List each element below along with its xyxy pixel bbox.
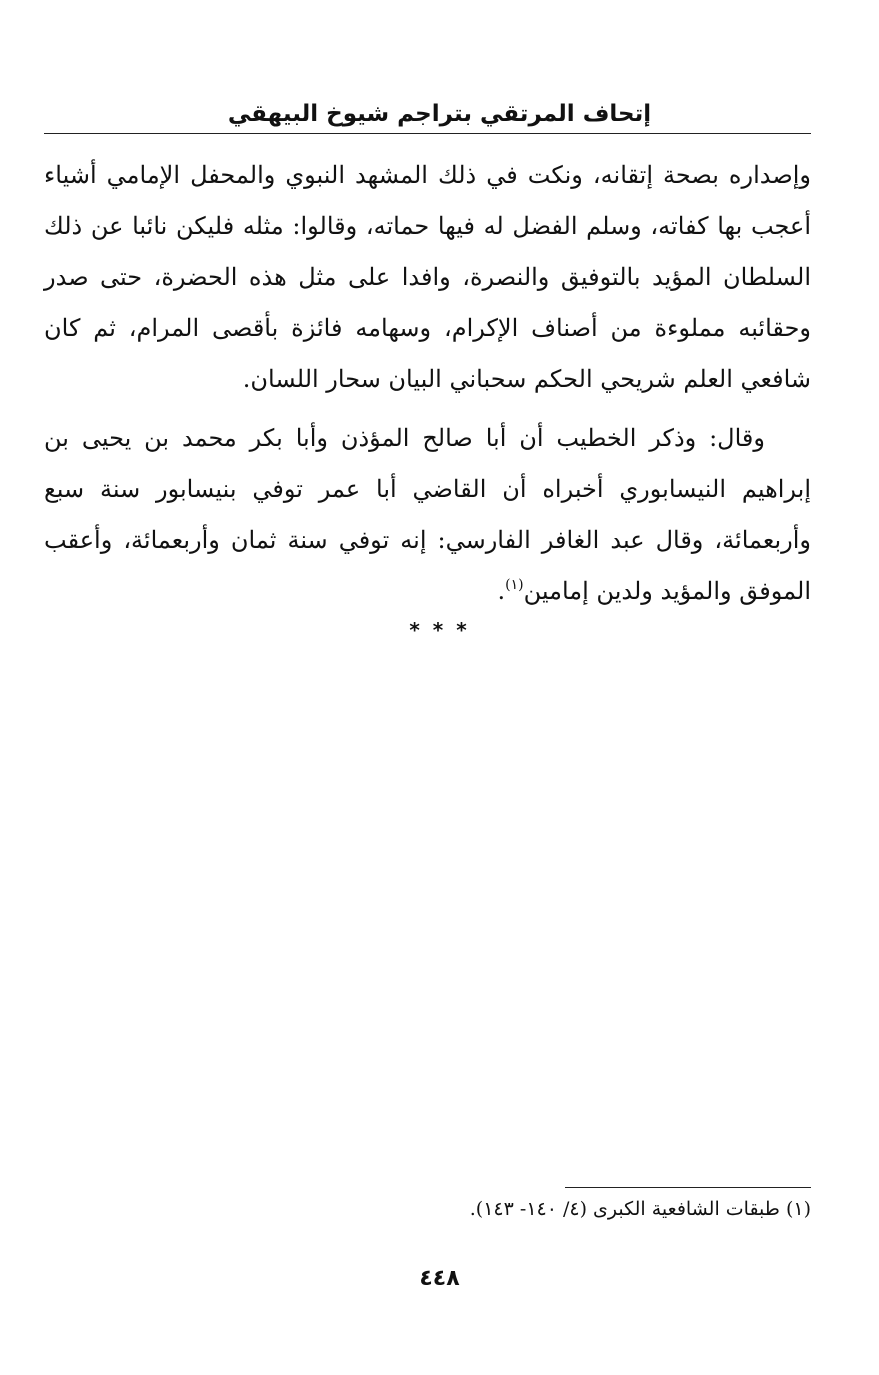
page-number: ٤٤٨ xyxy=(419,1266,460,1291)
main-text xyxy=(44,150,811,617)
header-rule xyxy=(44,133,811,134)
footnote-rule xyxy=(565,1187,811,1188)
paragraph-2 xyxy=(44,413,811,617)
paragraph-2-end: . xyxy=(497,577,506,605)
footnote: (١) طبقات الشافعية الكبرى (٤/ ١٤٠- ١٤٣). xyxy=(469,1198,811,1220)
paragraph-1: وإصداره بصحة إتقانه، ونكت في ذلك المشهد النبوي والمحفل الإمامي أشياء أعجب بها كفاته، وسلم الفضل له فيها حماته، وقالوا: مثله فليكن نائبا عن ذلك السلطان المؤيد بالتوفيق والنصرة، وافدا على مثل هذه الحضرة، حتى صدر وحقائبه مملوءة من أصناف الإكرام، وسهامه فائزة بأقصى المرام، ثم كان شافعي العلم شريحي الحكم سحباني البيان سحار اللسان. xyxy=(44,161,811,393)
footnote-reference: (١) xyxy=(505,577,524,593)
paragraph-2-text: وقال: وذكر الخطيب أن أبا صالح المؤذن وأبا بكر محمد بن يحيى بن إبراهيم النيسابوري أخبراه أن القاضي أبا عمر توفي بنيسابور سنة سبع وأربعمائة، وقال عبد الغافر الفارسي: إنه توفي سنة ثمان وأربعمائة، وأعقب الموفق والمؤيد ولدين إمامين xyxy=(44,424,811,605)
running-header: إتحاف المرتقي بتراجم شيوخ البيهقي xyxy=(227,101,652,127)
section-separator: * * * xyxy=(409,618,470,642)
